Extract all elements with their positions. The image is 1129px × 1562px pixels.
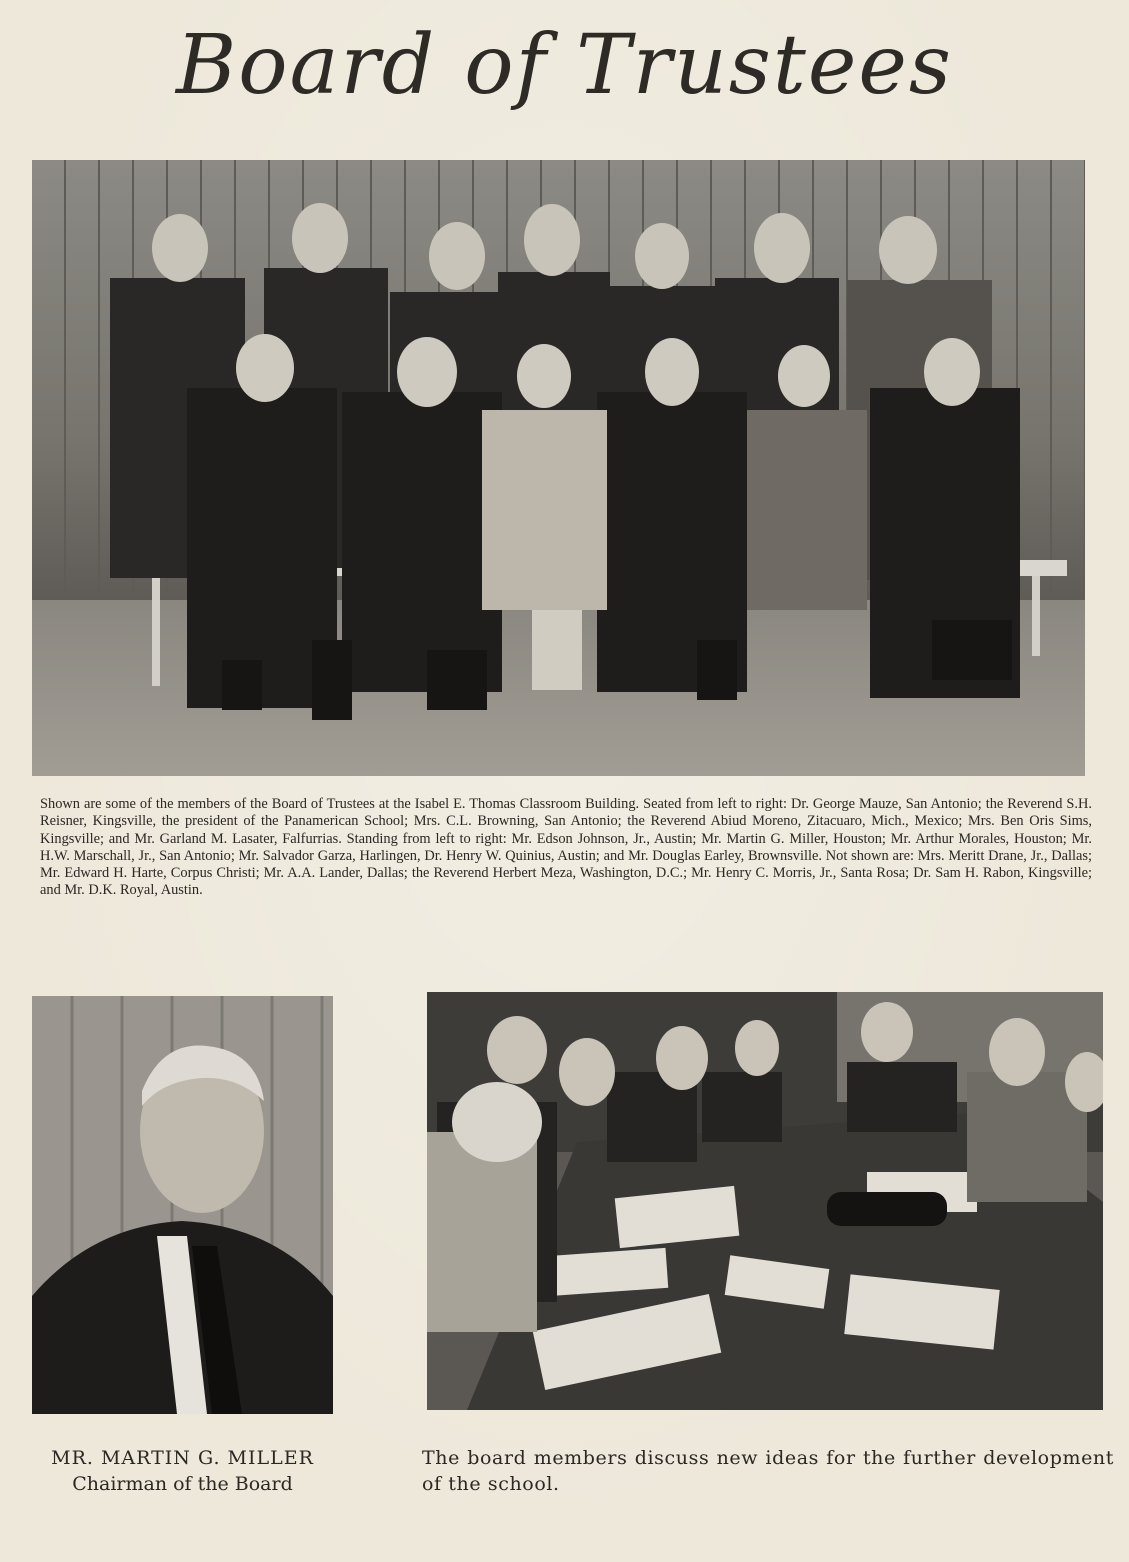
- portrait-role: Chairman of the Board: [72, 1473, 293, 1495]
- portrait-photo: [32, 996, 333, 1414]
- group-photo-caption: Shown are some of the members of the Board of Trustees at the Isabel E. Thomas Classroom Building. Seated from left to right: Dr. George Mauze, San Antonio; the Reverend S.H. Reisner, Kingsville, the president of the Panamerican School; Mrs. C.L. Browning, San Antonio; the Reverend Abiud Moreno, Zitacuaro, Mich., Mexico; Mrs. Ben Oris Sims, Kingsville; and Mr. Garland M. Lasater, Falfurrias. Standing from left to right: Mr. Edson Johnson, Jr., Austin; Mr. Martin G. Miller, Houston; Mr. Arthur Morales, Houston; Mr. H.W. Marschall, Jr., San Antonio; Mr. Salvador Garza, Harlingen, Dr. Henry W. Quinius, Austin; and Mr. Douglas Earley, Brownsville. Not shown are: Mrs. Meritt Drane, Jr., Dallas; Mr. Edward H. Harte, Corpus Christi; Mr. A.A. Lander, Dallas; the Reverend Herbert Meza, Washington, D.C.; Mr. Henry C. Morris, Jr., Santa Rosa; Dr. Sam H. Rabon, Kingsville; and Mr. D.K. Royal, Austin.: [40, 796, 1092, 899]
- meeting-photo: [427, 992, 1103, 1410]
- group-photo: [32, 160, 1085, 776]
- portrait-caption: [20, 1445, 345, 1497]
- meeting-photo-caption: The board members discuss new ideas for the further development of the school.: [422, 1447, 1114, 1495]
- portrait-name: MR. MARTIN G. MILLER: [51, 1447, 314, 1469]
- page-title: Board of Trustees: [176, 18, 953, 113]
